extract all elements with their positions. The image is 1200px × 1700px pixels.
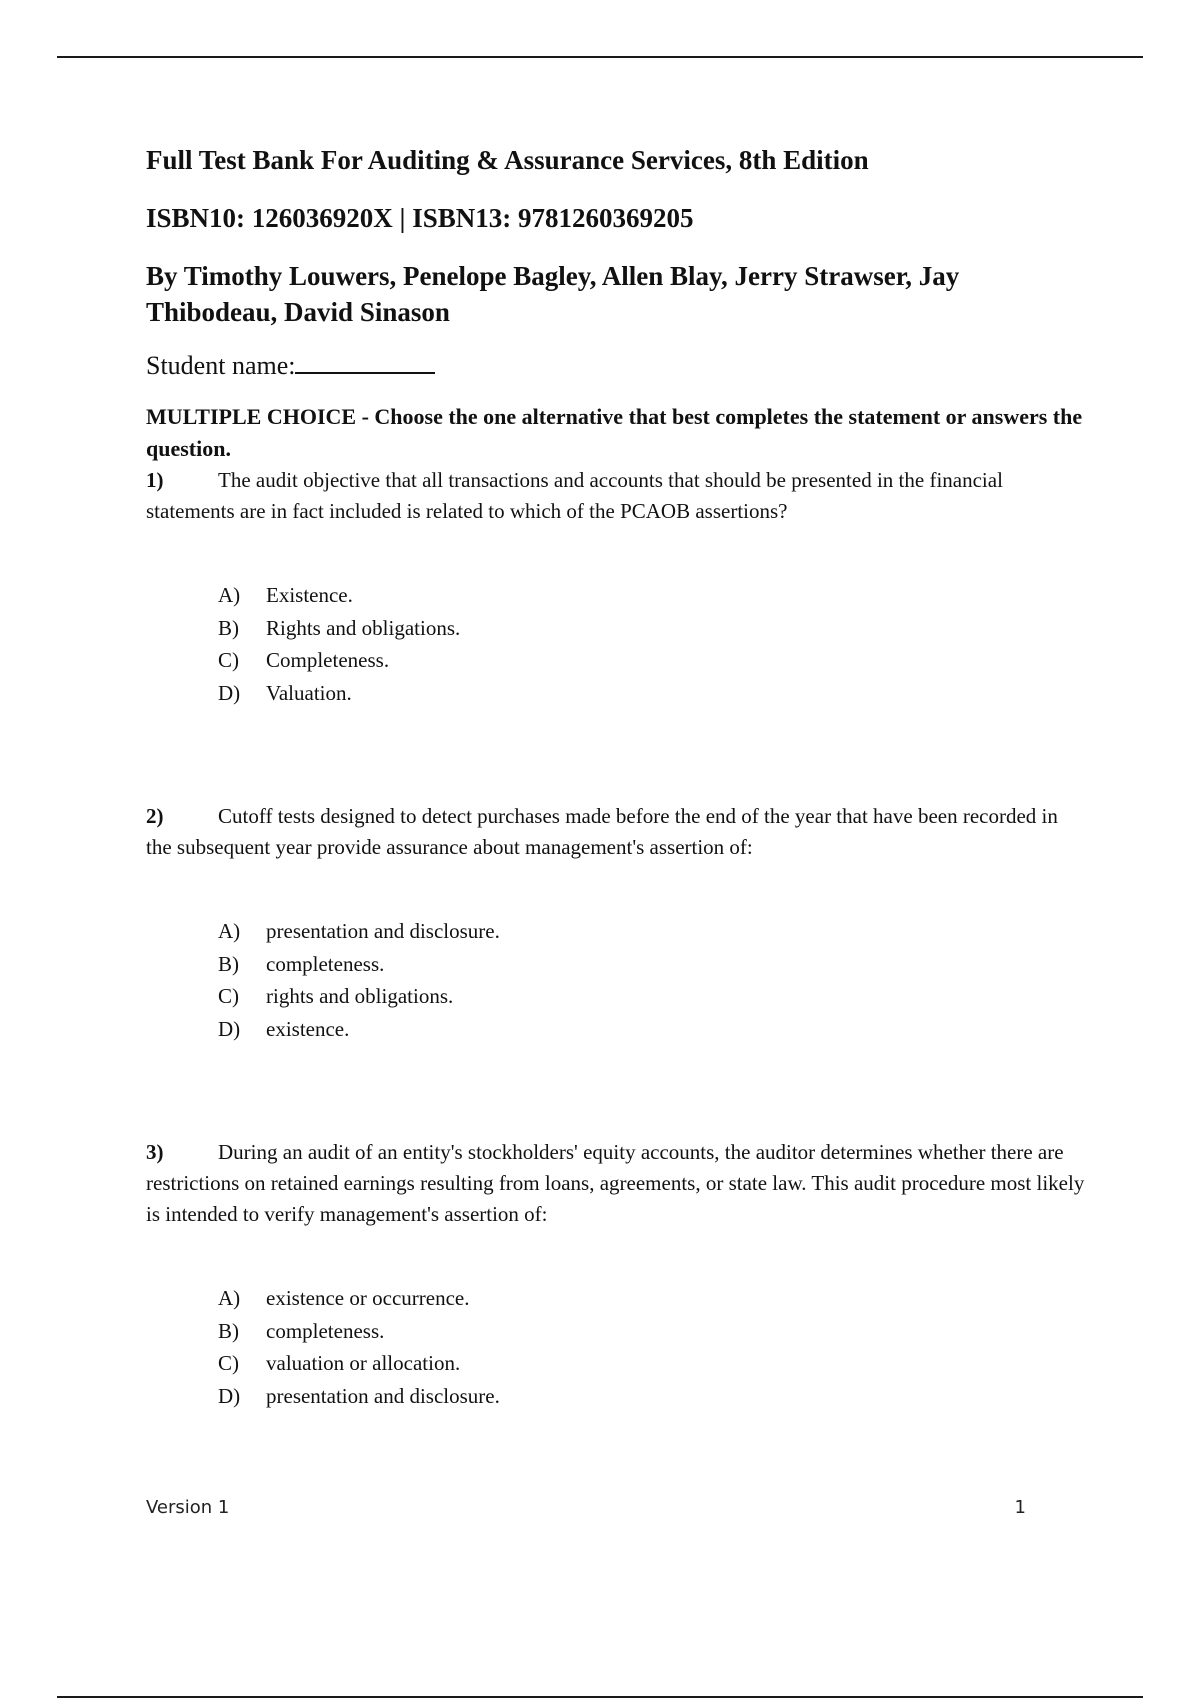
choice-text: Existence.	[266, 583, 353, 607]
choice-text: completeness.	[266, 951, 385, 976]
bottom-rule	[57, 1696, 1143, 1698]
choice-text: existence or occurrence.	[266, 1286, 470, 1310]
page-number: 1	[1014, 1497, 1026, 1518]
authors-line: By Timothy Louwers, Penelope Bagley, Allen Blay, Jerry Strawser, Jay Thibodeau, David Sinason	[146, 261, 960, 327]
answer-choice	[218, 1282, 1086, 1315]
question-number: 3)	[146, 1140, 164, 1164]
choice-text: presentation and disclosure.	[266, 919, 500, 943]
answer-choice	[218, 1013, 1086, 1046]
document-title: Full Test Bank For Auditing & Assurance Services, 8th Edition	[146, 145, 869, 175]
answer-choice	[218, 579, 1086, 612]
choice-text: rights and obligations.	[266, 984, 454, 1008]
answer-choice	[218, 1347, 1086, 1380]
answer-choices	[218, 579, 1086, 709]
choice-letter: A)	[218, 583, 241, 607]
page-content	[146, 142, 1086, 1412]
question-number: 1)	[146, 468, 164, 492]
top-rule	[57, 56, 1143, 58]
choice-text: existence.	[266, 1016, 350, 1041]
question-body: The audit objective that all transactions and accounts that should be presented in the financial statements are in fact included is related to which of the PCAOB assertions?	[146, 468, 1003, 523]
choice-letter: D)	[218, 1383, 241, 1408]
choice-text: Completeness.	[266, 648, 390, 672]
choice-text: Rights and obligations.	[266, 615, 461, 640]
answer-choice	[218, 644, 1086, 677]
choice-text: valuation or allocation.	[266, 1351, 461, 1375]
instructions: MULTIPLE CHOICE - Choose the one alternative that best completes the statement or answers the question.	[146, 404, 1083, 461]
question-block	[146, 465, 1086, 801]
choice-text: completeness.	[266, 1318, 385, 1343]
spacer	[146, 709, 1086, 801]
answer-choice	[218, 677, 1086, 710]
answer-choice	[218, 612, 1086, 645]
choice-letter: D)	[218, 680, 241, 705]
question-text	[146, 465, 1086, 527]
answer-choice	[218, 915, 1086, 948]
version-label: Version 1	[146, 1497, 230, 1518]
choice-letter: B)	[218, 615, 239, 640]
student-name-label: Student name:	[146, 351, 296, 380]
choice-letter: C)	[218, 648, 239, 672]
question-body: Cutoff tests designed to detect purchases made before the end of the year that have been recorded in the subsequent year provide assurance about management's assertion of:	[146, 804, 1058, 859]
choice-text: Valuation.	[266, 680, 352, 705]
question-text	[146, 801, 1086, 863]
question-block	[146, 1137, 1086, 1412]
spacer	[146, 1045, 1086, 1137]
student-name-line	[146, 348, 1086, 383]
answer-choice	[218, 948, 1086, 981]
choice-letter: C)	[218, 984, 239, 1008]
choice-letter: B)	[218, 951, 239, 976]
question-number: 2)	[146, 804, 164, 828]
choice-text: presentation and disclosure.	[266, 1383, 500, 1408]
question-body: During an audit of an entity's stockholders' equity accounts, the auditor determines whether there are restrictions on retained earnings resulting from loans, agreements, or state law. This audit procedure most likely is intended to verify management's assertion of:	[146, 1140, 1085, 1226]
choice-letter: A)	[218, 919, 241, 943]
answer-choice	[218, 1380, 1086, 1413]
student-name-blank	[295, 348, 435, 374]
page-footer	[146, 1497, 1026, 1518]
isbn-line: ISBN10: 126036920X | ISBN13: 9781260369205	[146, 203, 694, 233]
question-block	[146, 801, 1086, 1137]
answer-choices	[218, 1282, 1086, 1412]
question-text	[146, 1137, 1086, 1230]
answer-choice	[218, 980, 1086, 1013]
choice-letter: C)	[218, 1351, 239, 1375]
choice-letter: D)	[218, 1016, 241, 1041]
choice-letter: A)	[218, 1286, 241, 1310]
answer-choice	[218, 1315, 1086, 1348]
answer-choices	[218, 915, 1086, 1045]
choice-letter: B)	[218, 1318, 239, 1343]
